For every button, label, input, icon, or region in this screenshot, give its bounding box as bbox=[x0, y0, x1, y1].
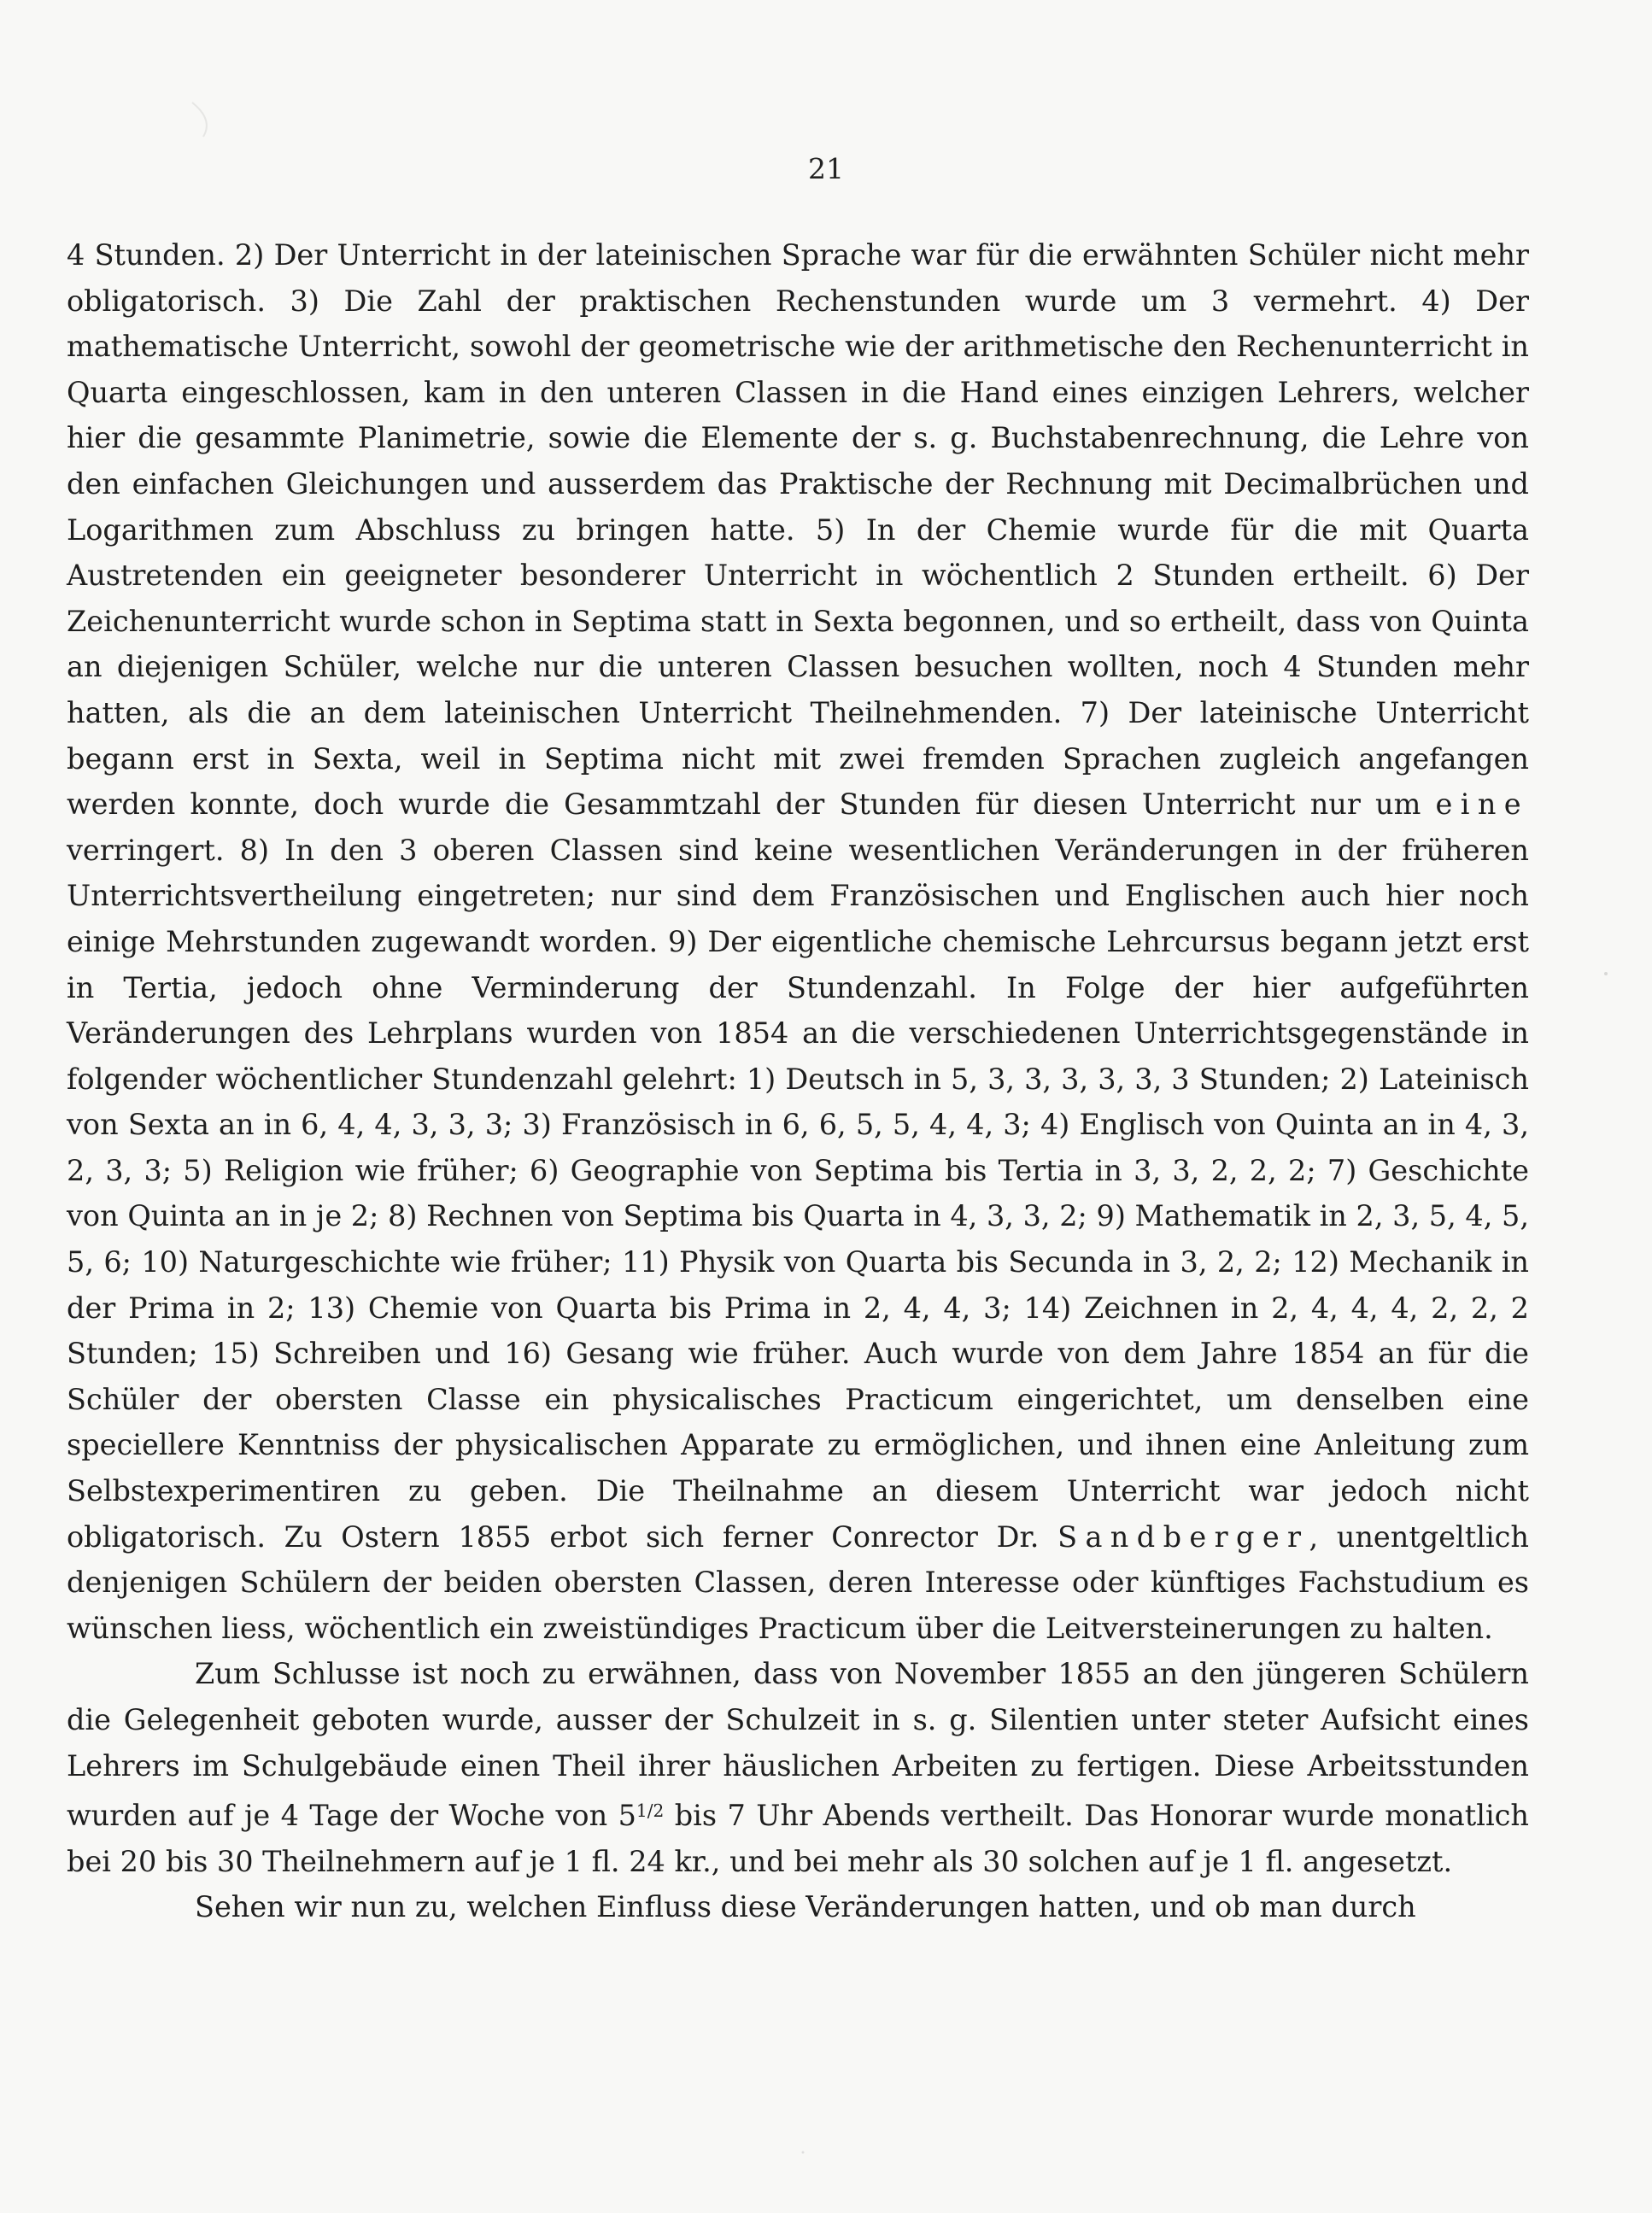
paragraph-silentien bbox=[67, 1651, 1529, 1884]
text-run: 4 Stunden. 2) Der Unterricht in der lateinischen Sprache war für die erwähnten Schüler nicht mehr obligatorisch. 3) Die Zahl der praktischen Rechenstunden wurde um 3 vermehrt. 4) Der mathematische Unterricht, sowohl der geometrische wie der arithmetische den Rechenunterricht in Quarta eingeschlossen, kam in den unteren Classen in die Hand eines einzigen Lehrers, welcher hier die gesammte Planimetrie, sowie die Elemente der s. g. Buchstabenrechnung, die Lehre von den einfachen Gleichungen und ausserdem das Praktische der Rechnung mit Decimalbrüchen und Logarithmen zum Abschluss zu bringen hatte. 5) In der Chemie wurde für die mit Quarta Austretenden ein geeigneter besonderer Unterricht in wöchentlich 2 Stunden ertheilt. 6) Der Zeichenunterricht wurde schon in Septima statt in Sexta begonnen, und so ertheilt, dass von Quinta an diejenigen Schüler, welche nur die unteren Classen besuchen wollten, noch 4 Stunden mehr hatten, als die an dem lateinischen Unterricht Theilnehmenden. 7) Der lateinische Unterricht begann erst in Sexta, weil in Septima nicht mit zwei fremden Sprachen zugleich angefangen werden konnte, doch wurde die Gesammtzahl der Stunden für diesen Unterricht nur um bbox=[67, 238, 1529, 822]
text-run: Sehen wir nun zu, welchen Einfluss diese Veränderungen hatten, und ob man durch bbox=[195, 1890, 1416, 1924]
body-text bbox=[67, 232, 1529, 1930]
text-run: Zum Schlusse ist noch zu erwähnen, dass von November 1855 an den jüngeren Schülern die Gelegenheit geboten wurde, ausser der Schulzeit in s. g. Silentien unter steter Aufsicht eines Lehrers im Schulgebäude einen Theil ihrer häuslichen Arbeiten zu fertigen. Diese Arbeitsstunden wurden auf je 4 Tage der Woche von 5 bbox=[67, 1657, 1529, 1833]
page-number: 21 bbox=[808, 152, 844, 185]
text-run: bis 7 Uhr Abends vertheilt. Das Honorar wurde monatlich bei 20 bis 30 Theilnehmern auf je 1 fl. 24 kr., und bei mehr als 30 solchen auf je 1 fl. angesetzt. bbox=[67, 1799, 1529, 1878]
emphasis-name-spaced: Sandberger bbox=[1057, 1519, 1309, 1554]
paragraph-einfluss bbox=[67, 1884, 1529, 1930]
text-run: verringert. 8) In den 3 oberen Classen sind keine wesentlichen Veränderungen in der früheren Unterrichtsvertheilung eingetreten; nur sind dem Französischen und Englischen auch hier noch einige Mehrstunden zugewandt worden. 9) Der eigentliche chemische Lehrcursus begann jetzt erst in Tertia, jedoch ohne Verminderung der Stundenzahl. In Folge der hier aufgeführten Veränderungen des Lehrplans wurden von 1854 an die verschiedenen Unterrichtsgegenstände in folgender wöchentlicher Stundenzahl gelehrt: 1) Deutsch in 5, 3, 3, 3, 3, 3, 3 Stunden; 2) Lateinisch von Sexta an in 6, 4, 4, 3, 3, 3; 3) Französisch in 6, 6, 5, 5, 4, 4, 3; 4) Englisch von Quinta an in 4, 3, 2, 3, 3; 5) Religion wie früher; 6) Geographie von Septima bis Tertia in 3, 3, 2, 2, 2; 7) Geschichte von Quinta an in je 2; 8) Rechnen von Septima bis Quarta in 4, 3, 3, 2; 9) Mathematik in 2, 3, 5, 4, 5, 5, 6; 10) Naturgeschichte wie früher; 11) Physik von Quarta bis Secunda in 3, 2, 2; 12) Mechanik in der Prima in 2; 13) Chemie von Quarta bis Prima in 2, 4, 4, 3; 14) Zeichnen in 2, 4, 4, 4, 2, 2, 2 Stunden; 15) Schreiben und 16) Gesang wie früher. Auch wurde von dem Jahre 1854 an für die Schüler der obersten Classe ein physicalisches Practicum eingerichtet, um denselben eine speciellere Kenntniss der physicalischen Apparate zu ermöglichen, und ihnen eine Anleitung zum Selbstexperimentiren zu geben. Die Theilnahme an diesem Unterricht war jedoch nicht obligatorisch. Zu Ostern 1855 erbot sich ferner Conrector Dr. bbox=[67, 833, 1529, 1554]
fraction-half: 1/2 bbox=[636, 1800, 665, 1822]
emphasis-spaced: eine bbox=[1435, 787, 1529, 822]
paragraph-curriculum-changes bbox=[67, 232, 1529, 1651]
text-run: , unentgeltlich denjenigen Schülern der beiden obersten Classen, deren Interesse oder künftiges Fachstudium es wünschen liess, wöchentlich ein zweistündiges Practicum über die Leitversteinerungen zu halten. bbox=[67, 1519, 1530, 1645]
